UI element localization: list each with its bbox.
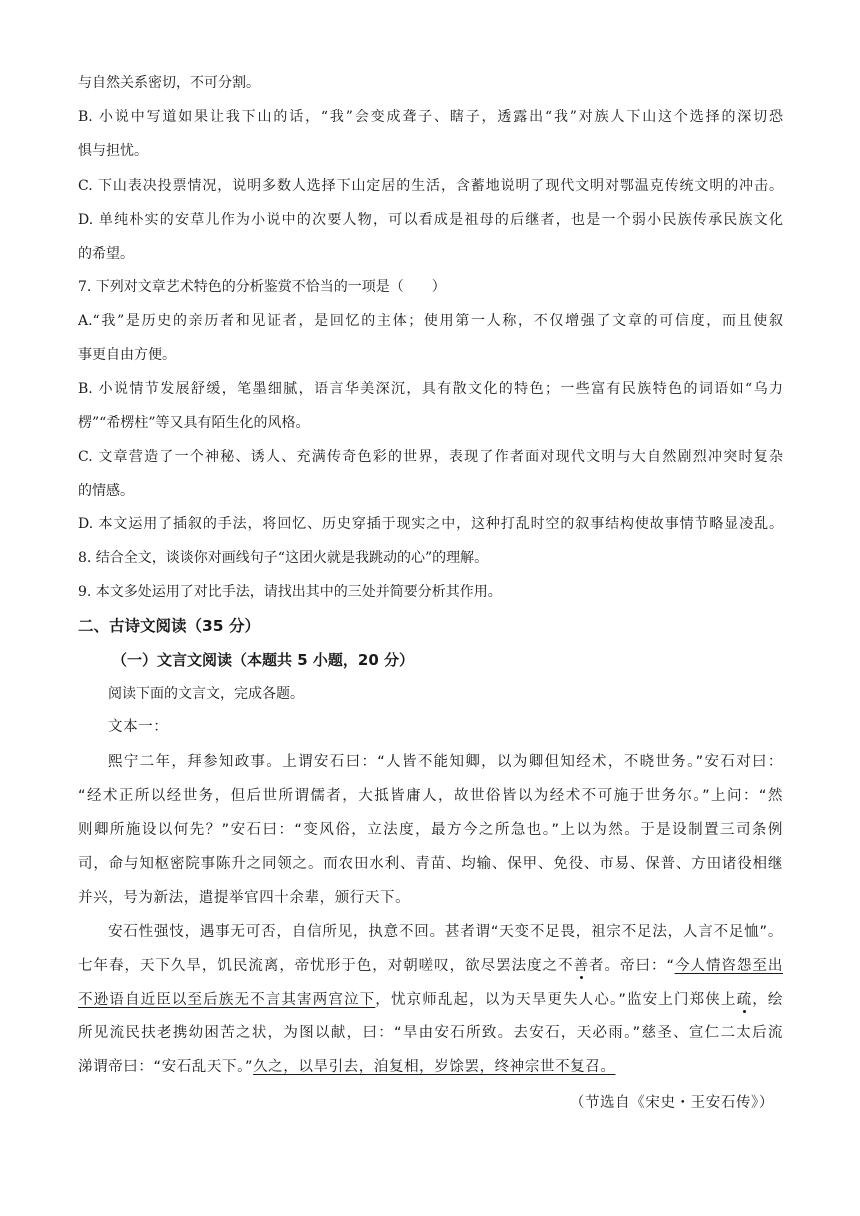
text-line: 与自然关系密切，不可分割。 xyxy=(78,75,260,91)
underlined-sentence: 不逊语自近臣以至后族无不言其害两宫泣下 xyxy=(78,992,376,1008)
question-7: 7. 下列对文章艺术特色的分析鉴赏不恰当的一项是（ ） xyxy=(78,279,446,295)
emphasis-dot-char: 疏 xyxy=(736,992,753,1008)
option-b-text: B. 小说中写道如果让我下山的话，“我”会变成聋子、瞎子，透露出“我”对族人下山这个选择的深切恐 xyxy=(78,109,783,125)
underlined-sentence: 久之，以旱引去，洎复相，岁馀罢，终神宗世不复召。 xyxy=(253,1059,616,1075)
text-one-label: 文本一： xyxy=(108,719,169,735)
passage-line xyxy=(78,990,783,1010)
passage-line: 所见流民扶老携幼困苦之状，为图以献，曰：“旱由安石所致。去安石，天必雨。”慈圣、宣仁二太后流 xyxy=(78,1025,783,1041)
passage-segment: 七年春，天下久旱，饥民流离，帝忧形于色，对朝嗟叹，欲尽罢法度之不 xyxy=(78,958,574,974)
section-heading: 二、古诗文阅读（35 分） xyxy=(78,617,260,635)
passage-line: 安石性强忮，遇事无可否，自信所见，执意不回。甚者谓“天变不足畏，祖宗不足法，人言不足恤”。 xyxy=(108,924,783,940)
question-9: 9. 本文多处运用了对比手法，请找出其中的三处并简要分析其作用。 xyxy=(78,584,502,600)
emphasis-dot-char: 善 xyxy=(573,958,590,974)
passage-line: “经术正所以经世务，但后世所谓儒者，大抵皆庸人，故世俗皆以为经术不可施于世务尔。”上问：“然 xyxy=(78,788,783,804)
passage-line: 并兴，号为新法，遣提举官四十余辈，颁行天下。 xyxy=(78,890,411,906)
passage-line: 司，命与知枢密院事陈升之同领之。而农田水利、青苗、均输、保甲、免役、市易、保普、方田诸役相继 xyxy=(78,856,783,872)
option-c-text: C. 下山表决投票情况，说明多数人选择下山定居的生活，含蓄地说明了现代文明对鄂温克传统文明的冲击。 xyxy=(78,178,783,194)
option-d-text: D. 单纯朴实的安草儿作为小说中的次要人物，可以看成是祖母的后继者，也是一个弱小民族传承民族文化 xyxy=(78,212,783,228)
text-line: 的情感。 xyxy=(78,483,134,499)
source-citation: （节选自《宋史・王安石传》） xyxy=(569,1095,774,1111)
passage-line: 熙宁二年，拜参知政事。上谓安石曰：“人皆不能知卿，以为卿但知经术，不晓世务。”安石对曰： xyxy=(108,754,783,770)
option-c-text: C. 文章营造了一个神秘、诱人、充满传奇色彩的世界，表现了作者面对现代文明与大自然剧烈冲突时复杂 xyxy=(78,449,783,465)
question-8: 8. 结合全文，谈谈你对画线句子“这团火就是我跳动的心”的理解。 xyxy=(78,550,489,566)
text-line: 的希望。 xyxy=(78,246,134,262)
instruction-text: 阅读下面的文言文，完成各题。 xyxy=(108,686,304,702)
text-line: 惧与担忧。 xyxy=(78,143,148,159)
passage-segment: ，绘 xyxy=(752,992,783,1008)
option-b-text: B. 小说情节发展舒缓，笔墨细腻，语言华美深沉，具有散文化的特色；一些富有民族特色的词语如“乌力 xyxy=(78,381,783,397)
option-d-text: D. 本文运用了插叙的手法，将回忆、历史穿插于现实之中，这种打乱时空的叙事结构使故事情节略显凌乱。 xyxy=(78,516,783,532)
passage-line xyxy=(78,1057,783,1077)
passage-segment: 者。帝曰：“ xyxy=(589,958,675,974)
text-line: 事更自由方便。 xyxy=(78,347,176,363)
passage-line: 则卿所施设以何先？”安石曰：“变风俗，立法度，最方今之所急也。”上以为然。于是设制置三司条例 xyxy=(78,822,783,838)
option-a-text: A.“我”是历史的亲历者和见证者，是回忆的主体；使用第一人称，不仅增强了文章的可信度，而且使叙 xyxy=(78,313,783,329)
passage-segment: 涕谓帝曰：“安石乱天下。” xyxy=(78,1059,254,1075)
passage-segment: ，忧京师乱起，以为天旱更失人心。”监安上门郑侠上 xyxy=(375,992,737,1008)
text-line: 楞”“希楞柱”等又具有陌生化的风格。 xyxy=(78,415,310,431)
underlined-sentence: 今人情咨怨至出 xyxy=(674,958,783,974)
subsection-heading: （一）文言文阅读（本题共 5 小题，20 分） xyxy=(112,651,414,669)
passage-line xyxy=(78,956,783,976)
